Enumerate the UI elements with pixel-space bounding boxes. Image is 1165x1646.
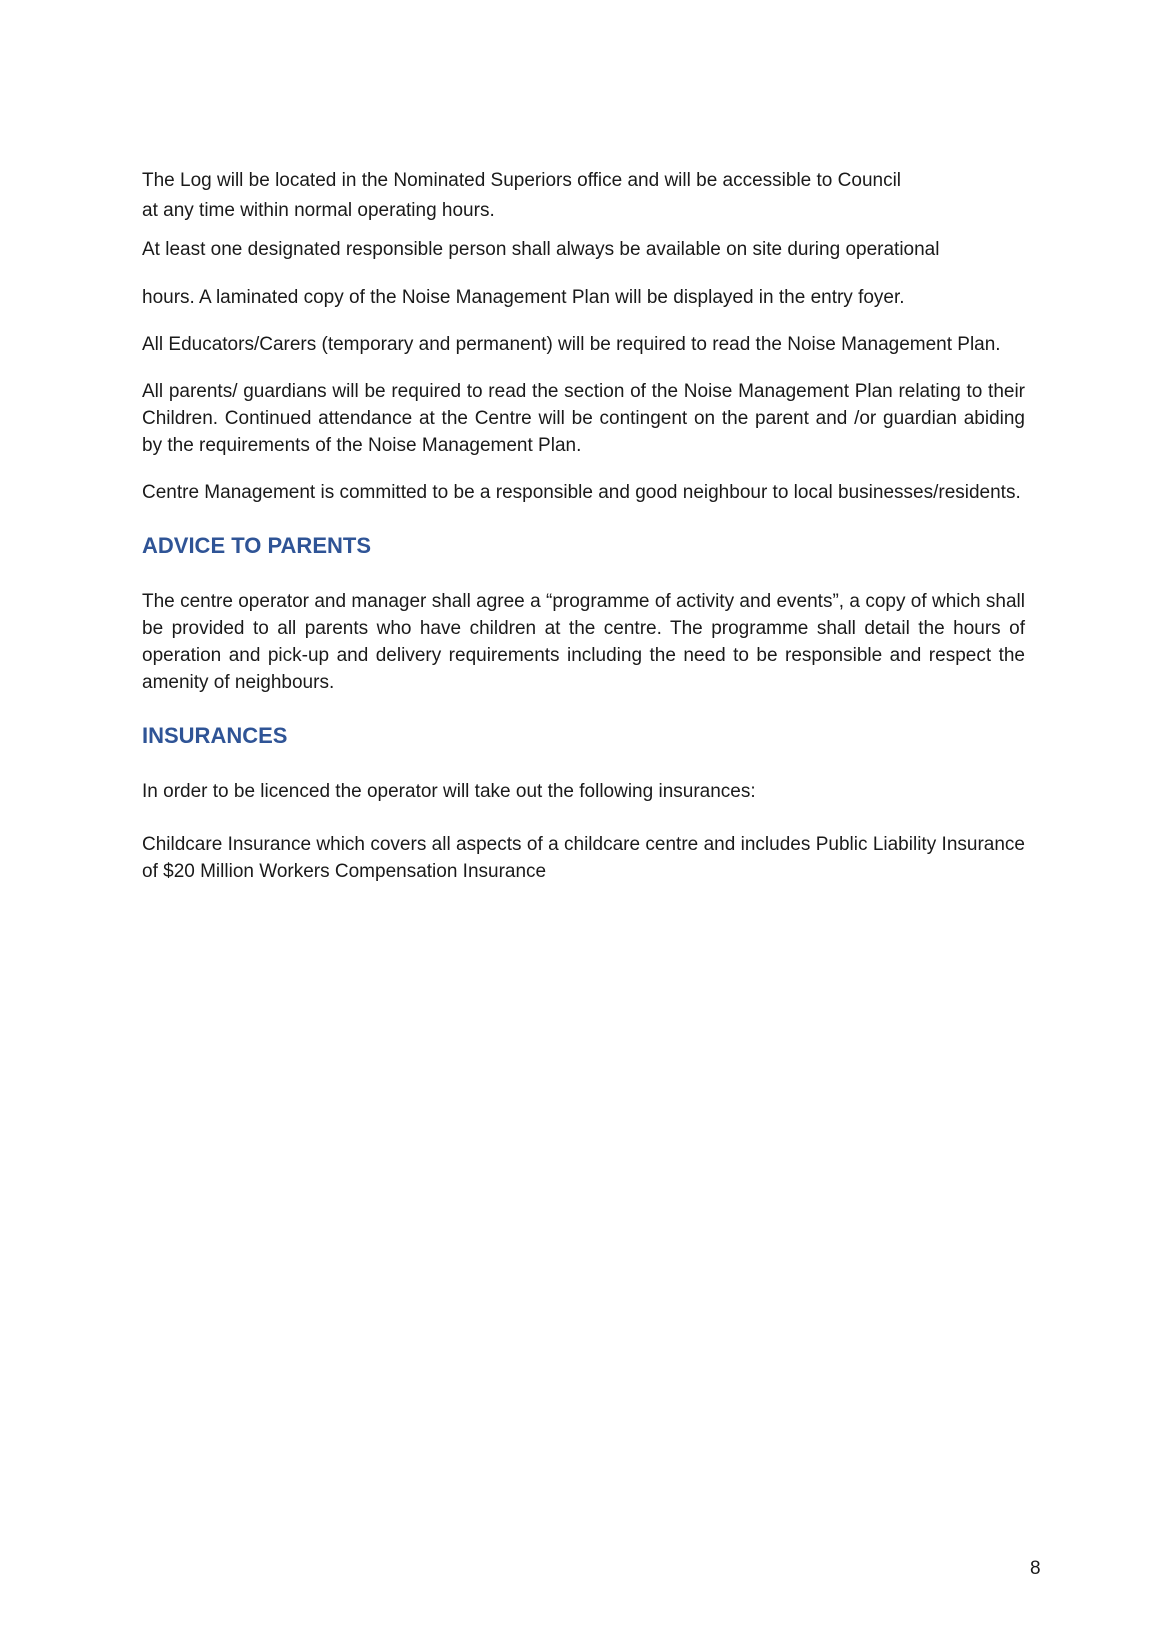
- paragraph-educators: All Educators/Carers (temporary and permanent) will be required to read the Noise Management Plan.: [142, 334, 1001, 355]
- paragraph-programme: The centre operator and manager shall agree a “programme of activity and events”, a copy of which shall be provided to all parents who have children at the centre. The programme shall detail the hours of operation and pick-up and delivery requirements including the need to be responsible and respect the amenity of neighbours.: [142, 591, 1025, 693]
- paragraph-line: At least one designated responsible person shall always be available on site during operational: [142, 239, 940, 260]
- paragraph-parents-guardians: All parents/ guardians will be required to read the section of the Noise Management Plan relating to their Children. Continued attendance at the Centre will be contingent on the parent and /or guardian abiding by the requirements of the Noise Management Plan.: [142, 381, 1025, 456]
- page-content: [142, 166, 1025, 885]
- paragraph-centre-management: Centre Management is committed to be a responsible and good neighbour to local businesses/residents.: [142, 482, 1021, 503]
- paragraph-log-location: [142, 166, 1025, 226]
- paragraph-insurances-intro: In order to be licenced the operator will take out the following insurances:: [142, 781, 756, 802]
- paragraph-childcare-insurance: Childcare Insurance which covers all aspects of a childcare centre and includes Public Liability Insurance of $20 Million Workers Compensation Insurance: [142, 834, 1025, 882]
- paragraph-responsible-person: [142, 236, 1025, 311]
- paragraph-line: The Log will be located in the Nominated Superiors office and will be accessible to Council: [142, 170, 902, 191]
- paragraph-line: at any time within normal operating hours.: [142, 200, 495, 221]
- heading-advice-to-parents: ADVICE TO PARENTS: [142, 533, 371, 558]
- paragraph-line: hours. A laminated copy of the Noise Management Plan will be displayed in the entry foyer.: [142, 287, 905, 308]
- page-number: 8: [1030, 1558, 1041, 1579]
- heading-insurances: INSURANCES: [142, 723, 288, 748]
